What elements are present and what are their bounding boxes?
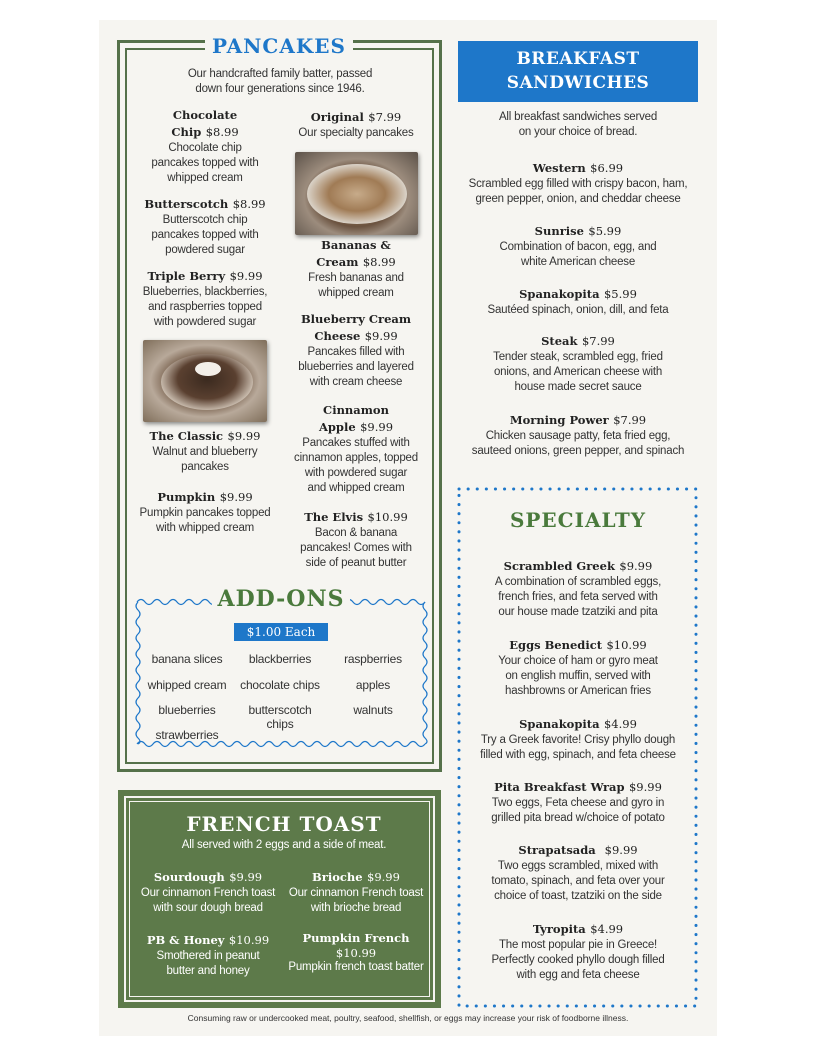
specialty-title: SPECIALTY [509,508,647,532]
addon-item: walnuts [353,703,393,717]
addon-item: chocolate chips [240,678,320,692]
addons-price-badge: $1.00 Each [234,623,328,641]
specialty-item-eggs-benedict: Eggs Benedict $10.99 Your choice of ham or gyro meat on english muffin, served with hashbrowns or American fries [498,638,658,697]
addon-item: blackberries [248,652,312,666]
addon-item: blueberries [158,703,216,717]
french-toast-item-pb-honey: PB & Honey $10.99 Smothered in peanut butter and honey [146,933,270,977]
pancake-item-original: Original $7.99 Our specialty pancakes [298,110,414,139]
pancake-item-chocolate-chip: Chocolate Chip $8.99 Chocolate chip pancakes topped with whipped cream [151,108,259,184]
pancake-item-triple-berry: Triple Berry $9.99 Blueberries, blackberries, and raspberries topped with powdered sugar [142,269,268,328]
pancake-item-bananas-cream: Bananas & Cream $8.99 Fresh bananas and whipped cream [308,238,404,299]
sandwich-item-sunrise: Sunrise $5.99 Combination of bacon, egg, and white American cheese [499,224,657,268]
sandwich-item-steak: Steak $7.99 Tender steak, scrambled egg, fried onions, and American cheese with house made secret sauce [493,334,663,393]
specialty-item-strapatsada: Strapatsada $9.99 Two eggs scrambled, mixed with tomato, spinach, and feta over your choice of toast, tzatziki on the side [491,843,665,902]
french-toast-item-brioche: Brioche $9.99 Our cinnamon French toast with brioche bread [288,870,424,914]
addons-title: ADD-ONS [212,586,350,612]
breakfast-sandwiches-title: BREAKFAST SANDWICHES [506,49,650,93]
pancake-item-blueberry-cream-cheese: Blueberry Cream Cheese $9.99 Pancakes filled with blueberries and layered with cream cheese [298,312,414,388]
sandwich-item-western: Western $6.99 Scrambled egg filled with crispy bacon, ham, green pepper, onion, and cheddar cheese [468,161,688,205]
pancake-item-butterscotch: Butterscotch $8.99 Butterscotch chip pancakes topped with powdered sugar [144,197,266,256]
pancake-item-the-elvis: The Elvis $10.99 Bacon & banana pancakes! Comes with side of peanut butter [300,510,412,569]
specialty-item-spanakopita: Spanakopita $4.99 Try a Greek favorite! Crisy phyllo dough filled with egg, spinach, and feta cheese [480,717,676,761]
sandwich-item-morning-power: Morning Power $7.99 Chicken sausage patty, feta fried egg, sauteed onions, green pepper, and spinach [471,413,685,457]
addon-item: raspberries [344,652,402,666]
french-toast-subtitle: All served with 2 eggs and a side of meat. [181,839,387,851]
pancake-item-cinnamon-apple: Cinnamon Apple $9.99 Pancakes stuffed with cinnamon apples, topped with powdered sugar and whipped cream [294,403,418,494]
pancake-item-pumpkin: Pumpkin $9.99 Pumpkin pancakes topped with whipped cream [139,490,271,534]
specialty-item-scrambled-greek: Scrambled Greek $9.99 A combination of scrambled eggs, french fries, and feta served with our house made tzatziki and pita [494,559,662,618]
sandwich-item-spanakopita: Spanakopita $5.99 Sautéed spinach, onion, dill, and feta [487,287,669,316]
pancakes-intro: Our handcrafted family batter, passed down four generations since 1946. [187,68,373,95]
addon-item: banana slices [151,652,223,666]
specialty-item-tyropita: Tyropita $4.99 The most popular pie in Greece! Perfectly cooked phyllo dough filled with egg and feta cheese [491,922,665,981]
french-toast-title: FRENCH TOAST [186,812,382,836]
addon-item: apples [355,678,391,692]
bananas-cream-pancakes-photo [295,152,418,235]
sandwiches-intro: All breakfast sandwiches served on your choice of bread. [498,111,658,138]
addon-item: strawberries [155,728,219,742]
pancake-item-the-classic: The Classic $9.99 Walnut and blueberry pancakes [149,429,261,473]
pancakes-title: PANCAKES [212,34,346,58]
footer-disclaimer: Consuming raw or undercooked meat, poultry, seafood, shellfish, or eggs may increase your risk of foodborne illness. [187,1013,629,1023]
addon-item: butterscotch chips [248,703,312,731]
french-toast-item-sourdough: Sourdough $9.99 Our cinnamon French toast with sour dough bread [140,870,276,914]
addon-item: whipped cream [147,678,227,692]
french-toast-item-pumpkin-french: Pumpkin French $10.99 Pumpkin french toast batter [288,931,424,973]
classic-pancakes-photo [143,340,267,422]
specialty-item-pita-breakfast-wrap: Pita Breakfast Wrap $9.99 Two eggs, Feta cheese and gyro in grilled pita bread w/choice of potato [491,780,665,824]
